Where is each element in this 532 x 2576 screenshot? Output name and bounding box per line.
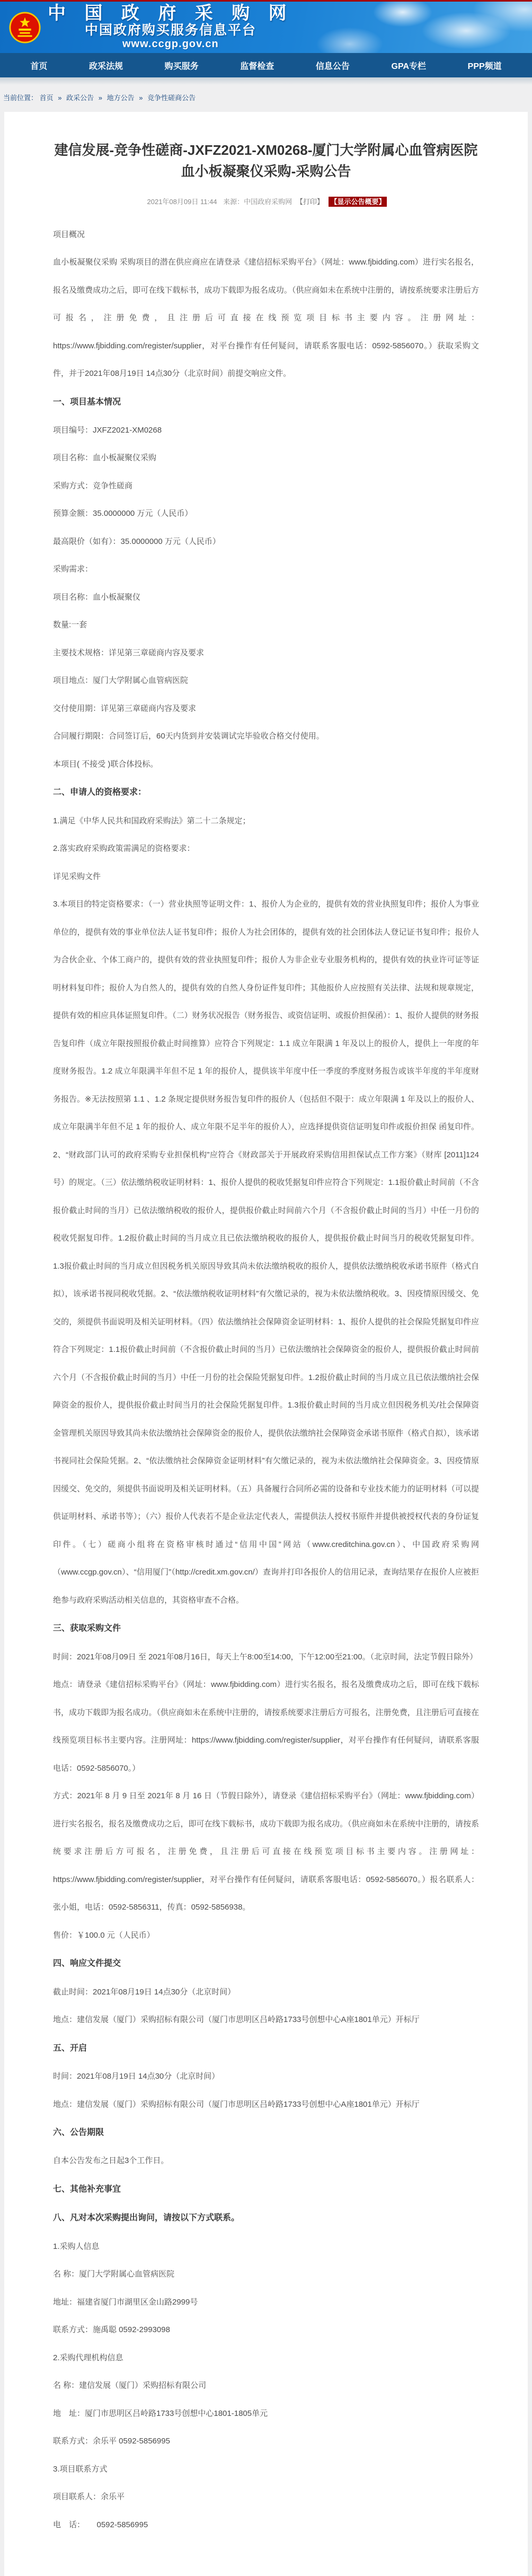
paragraph: 自本公告发布之日起3个工作日。 xyxy=(53,2156,169,2166)
section-heading: 八、凡对本次采购提出询问，请按以下方式联系。 xyxy=(53,2213,240,2223)
paragraph: 3.项目联系方式 xyxy=(53,2464,108,2474)
paragraph: 项目名称：血小板凝聚仪采购 xyxy=(53,453,157,463)
paragraph: 项目编号：JXFZ2021-XM0268 xyxy=(53,425,162,435)
publish-datetime: 2021年08月09日 11:44 xyxy=(147,197,217,206)
breadcrumb-separator: » xyxy=(139,94,143,102)
paragraph: 交付使用期：详见第三章磋商内容及要求 xyxy=(53,704,197,713)
paragraph: 3.本项目的特定资格要求：（一）营业执照等证明文件：1、报价人为企业的，提供有效的营业执照复印件；报价人为事业单位的，提供有效的事业单位法人证书复印件；报价人为社会团体的，提供有效的社会团体法人登记证书复印件；报价人为合伙企业、个体工商户的，提供有效的营业执照复印件；报价人为非企业专业服务机构的，提供有效的执业许可证等证明材料复印件；报价人为自然人的，提供有效的自然人身份证件复印件；其他报价人应按照有关法律、法规和规章规定，提供有效的相应具体证照复印件。（二）财务状况报告（财务报告、或资信证明、或报价担保函）：1、报价人提供的财务报告复印件（成立年限按照报价截止时间推算）应符合下列规定：1.1 成立年限满 1 年及以上的报价人，提供上一年度的年度财务报告。1.2 成立年限满半年但不足 1 年的报价人，提供该半年度中任一季度的季度财务报告或该半年度的半年度财务报告。※无法按照第 1.1 、1.2 条规定提供财务报告复印件的报价人（包括但不限于：成立年限满 1 年及以上的报价人、成立年限满半年但不足 1 年的报价人、成立年限不足半年的报价人），应选择提供资信证明复印件或报价担保 函复印件。2、“财政部门认可的政府采购专业担保机构”应符合《财政部关于开展政府采购信用担保试点工作方案》（财库 [2011]124 号）的规定。（三）依法缴纳税收证明材料：1、报价人提供的税收凭据复印件应符合下列规定：1.1报价截止时间前（不含报价截止时间的当月）已依法缴纳税收的报价人，提供报价截止时间前六个月（不含报价截止时间的当月）中任一月份的税收凭据复印件。1.2报价截止时间的当月成立且已依法缴纳税收的报价人，提供报价截止时间当月的税收凭据复印件。1.3报价截止时间的当月成立但因税务机关原因导致其尚未依法缴纳税收的报价人，提供依法缴纳税收承诺书原件（格式自拟），该承诺书视同税收凭据。2、“依法缴纳税收证明材料”有欠缴记录的，视为未依法缴纳税收。3、因疫情原因缓交、免交的，须提供书面说明及相关证明材料。（四）依法缴纳社会保障资金证明材料：1、报价人提供的社会保险凭据复印件应符合下列规定：1.1报价截止时间前（不含报价截止时间的当月）已依法缴纳社会保障资金的报价人，提供报价截止时间前六个月（不含报价截止时间的当月）中任一月份的社会保险凭据复印件。1.2报价截止时间的当月成立且已依法缴纳社会保障资金的报价人，提供报价截止时间当月的社会保险凭据复印件。1.3报价截止时间的当月成立但因税务机关/社会保障资金管理机关原因导致其尚未依法缴纳社会保障资金的报价人，提供依法缴纳社会保障资金承诺书原件（格式自拟），该承诺书视同社会保险凭据。2、“依法缴纳社会保障资金证明材料”有欠缴记录的，视为未依法缴纳社会保障资金。3、因疫情原因缓交、免交的，须提供书面说明及相关证明材料。（五）具备履行合同所必需的设备和专业技术能力的证明材料（可以提供证明材料、承诺书等）；（六）报价人代表若不是企业法定代表人，需提供法人授权书原件并提供被授权代表的身份证复印件。（七）磋商小组将在资格审核时通过“信用中国”网站（www.creditchina.gov.cn）、中国政府采购网（www.ccgp.gov.cn）、“信用厦门”（http://credit.xm.gov.cn/）查询并打印各报价人的信用记录，查询结果存在报价人应被拒绝参与政府采购活动相关信息的，其资格审查不合格。 xyxy=(53,900,479,1605)
breadcrumb-item-announcements[interactable]: 政采公告 xyxy=(66,94,94,102)
paragraph: 2.采购代理机构信息 xyxy=(53,2353,123,2362)
source-label: 来源：中国政府采购网 xyxy=(223,197,292,206)
site-banner xyxy=(0,2,532,53)
print-button[interactable]: 【打印】 xyxy=(296,197,324,206)
paragraph: 1.满足《中华人民共和国政府采购法》第二十二条规定； xyxy=(53,816,251,825)
banner-text-block xyxy=(48,4,294,50)
section-heading: 三、获取采购文件 xyxy=(53,1624,121,1633)
paragraph: 项目地点：厦门大学附属心血管病医院 xyxy=(53,676,189,685)
nav-item-ppp[interactable]: PPP频道 xyxy=(467,61,502,71)
breadcrumb-item-local[interactable]: 地方公告 xyxy=(107,94,135,102)
section-heading: 五、开启 xyxy=(53,2043,87,2053)
paragraph: 名 称：建信发展（厦门）采购招标有限公司 xyxy=(53,2381,207,2390)
article-meta xyxy=(53,196,479,206)
paragraph: 主要技术规格：详见第三章磋商内容及要求 xyxy=(53,648,205,657)
paragraph: 血小板凝聚仪采购 采购项目的潜在供应商应在请登录《建信招标采购平台》（网址：www.fjbidding.com）进行实名报名，报名及缴费成功之后，即可在线下载标书，成功下载即为报名成功。（供应商如未在系统中注册的，请按系统要求注册后方可报名，注册免费，且注册后可直接在线预览项目标书主要内容。注册网址：https://www.fjbidding.com/register/supplier，对平台操作有任何疑问，请联系客服电话：0592-5856070。）获取采购文件，并于2021年08月19日 14点30分（北京时间）前提交响应文件。 xyxy=(53,258,479,379)
nav-item-purchase-service[interactable]: 购买服务 xyxy=(164,61,199,71)
national-emblem-icon xyxy=(8,11,41,44)
paragraph: 2.落实政府采购政策需满足的资格要求： xyxy=(53,844,195,854)
paragraph: 联系方式：施禹聪 0592-2993098 xyxy=(53,2325,170,2335)
show-summary-button[interactable]: 【显示公告概要】 xyxy=(329,197,387,207)
paragraph: 地点：请登录《建信招标采购平台》（网址：www.fjbidding.com）进行实名报名，报名及缴费成功之后，即可在线下载标书，成功下载即为报名成功。（供应商如未在系统中注册的，请按系统要求注册后方可报名，注册免费，且注册后可直接在线预览项目标书主要内容。注册网址：https://www.fjbidding.com/register/supplier，对平台操作有任何疑问，请联系客服电话：0592-5856070。） xyxy=(53,1680,479,1773)
site-subtitle: 中国政府购买服务信息平台 xyxy=(84,23,256,38)
main-nav xyxy=(0,53,532,77)
section-heading: 四、响应文件提交 xyxy=(53,1959,121,1968)
site-url: www.ccgp.gov.cn xyxy=(122,38,219,50)
nav-item-regulations[interactable]: 政采法规 xyxy=(88,61,123,71)
section-heading: 二、申请人的资格要求： xyxy=(53,788,147,797)
article-body xyxy=(53,221,479,2539)
paragraph: 地址：福建省厦门市湖里区金山路2999号 xyxy=(53,2297,198,2307)
page-title: 建信发展-竞争性磋商-JXFZ2021-XM0268-厦门大学附属心血管病医院血小板凝聚仪采购-采购公告 xyxy=(54,142,478,180)
paragraph: 项目名称：血小板凝聚仪 xyxy=(53,592,141,602)
paragraph: 数量:一套 xyxy=(53,620,87,630)
paragraph: 方式：2021年 8 月 9 日至 2021年 8 月 16 日（节假日除外），请登录《建信招标采购平台》（网址：www.fjbidding.com）进行实名报名，报名及缴费成功之后，即可在线下载标书，成功下载即为报名成功。（供应商如未在系统中注册的，请按系统要求注册后方可报名，注册免费，且注册后可直接在线预览项目标书主要内容。注册网址：https://www.fjbidding.com/register/supplier，对平台操作有任何疑问，请联系客服电话：0592-5856070。）报名联系人：张小姐，电话：0592-5856311，传真：0592-5856938。 xyxy=(53,1791,479,1912)
paragraph: 本项目( 不接受 )联合体投标。 xyxy=(53,759,158,769)
paragraph: 合同履行期限：合同签订后，60天内货到并安装调试完毕验收合格交付使用。 xyxy=(53,732,324,741)
nav-item-gpa[interactable]: GPA专栏 xyxy=(391,61,427,71)
breadcrumb-separator: » xyxy=(98,94,103,102)
section-heading: 七、其他补充事宜 xyxy=(53,2184,121,2194)
paragraph: 项目联系人：余乐平 xyxy=(53,2492,125,2502)
paragraph: 最高限价（如有）：35.0000000 万元（人民币） xyxy=(53,537,220,546)
paragraph: 联系方式：余乐平 0592-5856995 xyxy=(53,2437,170,2446)
section-heading: 六、公告期限 xyxy=(53,2128,104,2138)
site-title: 中 国 政 府 采 购 网 xyxy=(48,3,294,23)
nav-item-home[interactable]: 首页 xyxy=(30,61,48,71)
paragraph: 采购方式：竞争性磋商 xyxy=(53,481,133,490)
paragraph: 采购需求： xyxy=(53,565,93,574)
breadcrumb-separator: » xyxy=(58,94,62,102)
paragraph: 电 话： 0592-5856995 xyxy=(53,2520,148,2529)
nav-item-supervision[interactable]: 监督检查 xyxy=(240,61,274,71)
paragraph: 地点：建信发展（厦门）采购招标有限公司（厦门市思明区吕岭路1733号创想中心A座1801单元）开标厅 xyxy=(53,2099,420,2109)
paragraph: 售价：￥100.0 元（人民币） xyxy=(53,1930,155,1940)
paragraph: 名 称：厦门大学附属心血管病医院 xyxy=(53,2270,175,2279)
breadcrumb-item-competitive[interactable]: 竞争性磋商公告 xyxy=(147,94,196,102)
breadcrumb xyxy=(0,85,532,109)
paragraph: 详见采购文件 xyxy=(53,872,101,881)
nav-item-announcements[interactable]: 信息公告 xyxy=(315,61,350,71)
nav-shadow xyxy=(0,77,532,85)
paragraph: 地点：建信发展（厦门）采购招标有限公司（厦门市思明区吕岭路1733号创想中心A座1801单元）开标厅 xyxy=(53,2015,420,2025)
paragraph: 预算金额：35.0000000 万元（人民币） xyxy=(53,509,193,518)
announcement-card xyxy=(4,112,528,2576)
section-heading: 一、项目基本情况 xyxy=(53,397,121,407)
breadcrumb-label: 当前位置： xyxy=(3,94,38,102)
paragraph: 时间：2021年08月19日 14点30分（北京时间） xyxy=(53,2072,220,2081)
paragraph: 时间：2021年08月09日 至 2021年08月16日，每天上午8:00至14:00，下午12:00至21:00。（北京时间，法定节假日除外） xyxy=(53,1652,478,1661)
paragraph: 截止时间：2021年08月19日 14点30分（北京时间） xyxy=(53,1987,236,1997)
paragraph: 项目概况 xyxy=(53,230,85,239)
paragraph: 地 址：厦门市思明区吕岭路1733号创想中心1801-1805单元 xyxy=(53,2408,268,2418)
paragraph: 1.采购人信息 xyxy=(53,2241,100,2251)
breadcrumb-item-home[interactable]: 首页 xyxy=(39,94,54,102)
